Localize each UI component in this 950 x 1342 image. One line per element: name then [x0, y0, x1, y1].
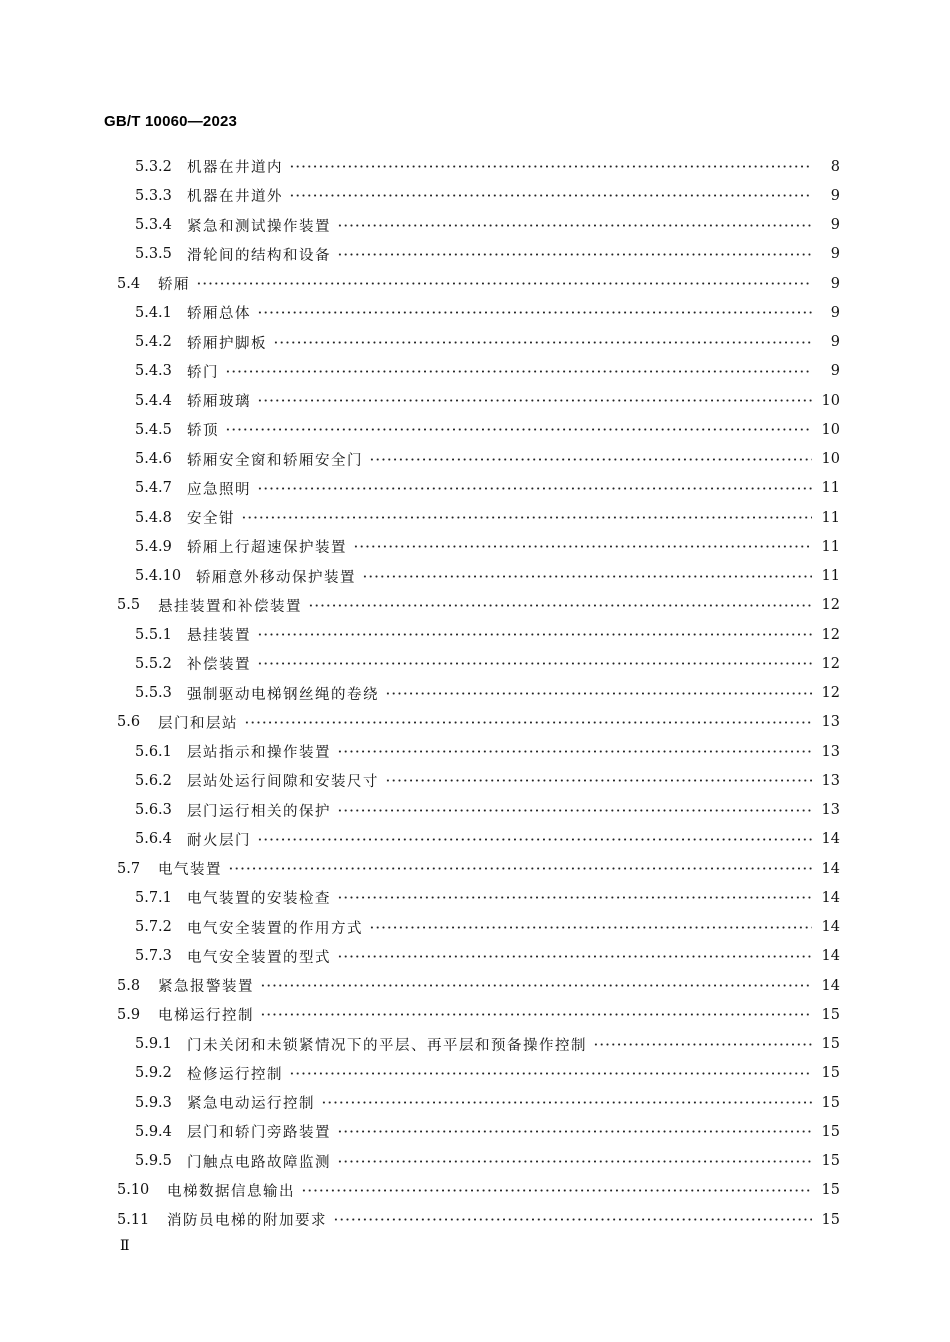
toc-dot-leader — [257, 649, 812, 678]
toc-dot-leader — [257, 620, 812, 649]
toc-entry-page: 10 — [821, 421, 840, 438]
toc-dot-leader — [337, 796, 812, 825]
toc-entry-number: 5.3.2 — [135, 158, 172, 175]
toc-dot-leader — [260, 1000, 812, 1029]
toc-entry[interactable] — [0, 240, 840, 269]
toc-entry-number: 5.8 — [117, 977, 141, 994]
toc-dot-leader — [228, 854, 812, 883]
toc-entry-title: 门触点电路故障监测 — [187, 1154, 331, 1171]
toc-entry-page: 9 — [830, 304, 840, 321]
toc-entry-number: 5.10 — [117, 1182, 150, 1199]
toc-entry[interactable] — [0, 357, 840, 386]
toc-entry-title: 轿厢 — [158, 277, 190, 293]
toc-dot-leader — [353, 532, 812, 561]
toc-entry[interactable] — [0, 181, 840, 210]
toc-entry[interactable] — [0, 415, 840, 444]
toc-dot-leader — [257, 386, 812, 415]
toc-entry-page: 14 — [821, 889, 840, 906]
toc-entry[interactable] — [0, 269, 840, 298]
toc-dot-leader — [301, 1176, 812, 1205]
toc-dot-leader — [289, 152, 812, 181]
toc-dot-leader — [385, 679, 812, 708]
toc-entry-page: 15 — [821, 1036, 840, 1052]
toc-entry-title: 滑轮间的结构和设备 — [187, 247, 331, 264]
toc-entry-number: 5.9.1 — [135, 1036, 172, 1052]
toc-entry-title: 轿门 — [187, 364, 219, 381]
toc-entry[interactable] — [0, 854, 840, 883]
toc-entry-number: 5.4.1 — [135, 304, 172, 321]
toc-entry-title: 检修运行控制 — [187, 1066, 283, 1083]
toc-entry-number: 5.11 — [117, 1211, 150, 1228]
toc-dot-leader — [273, 328, 812, 357]
toc-entry[interactable] — [0, 532, 840, 561]
toc-entry-number: 5.4.3 — [135, 363, 172, 380]
toc-entry-page: 14 — [821, 919, 840, 935]
toc-entry-number: 5.6.4 — [135, 831, 172, 848]
toc-entry[interactable] — [0, 913, 840, 942]
toc-entry-number: 5.9.5 — [135, 1153, 172, 1169]
toc-entry-number: 5.7.2 — [135, 919, 172, 935]
toc-entry[interactable] — [0, 708, 840, 737]
toc-entry-title: 电梯运行控制 — [158, 1008, 254, 1025]
toc-dot-leader — [369, 445, 812, 474]
toc-entry-page: 9 — [830, 363, 840, 380]
toc-entry[interactable] — [0, 883, 840, 912]
toc-entry-number: 5.5 — [117, 597, 141, 614]
toc-dot-leader — [369, 913, 812, 942]
toc-entry-page: 9 — [830, 334, 840, 350]
toc-dot-leader — [257, 474, 812, 503]
toc-entry-number: 5.5.2 — [135, 655, 172, 672]
toc-entry-page: 11 — [821, 568, 840, 584]
toc-entry-page: 12 — [821, 685, 840, 701]
toc-entry-page: 14 — [821, 977, 840, 994]
toc-entry-title: 轿顶 — [187, 423, 219, 440]
toc-entry-number: 5.5.3 — [135, 685, 172, 701]
toc-entry-page: 10 — [821, 451, 840, 467]
toc-entry-title: 紧急电动运行控制 — [187, 1096, 315, 1112]
toc-entry-number: 5.6 — [117, 714, 141, 731]
toc-entry-page: 15 — [821, 1211, 840, 1228]
toc-entry-number: 5.6.3 — [135, 802, 172, 818]
toc-entry-page: 13 — [821, 743, 840, 760]
toc-entry-title: 门未关闭和未锁紧情况下的平层、再平层和预备操作控制 — [187, 1037, 587, 1054]
toc-dot-leader — [333, 1205, 812, 1234]
toc-entry[interactable] — [0, 766, 840, 795]
toc-entry-page: 9 — [830, 275, 840, 292]
toc-dot-leader — [593, 1030, 812, 1059]
toc-entry-number: 5.4.4 — [135, 392, 172, 409]
toc-dot-leader — [257, 825, 812, 854]
toc-entry-page: 14 — [821, 831, 840, 848]
toc-entry-number: 5.4.7 — [135, 480, 172, 497]
toc-entry[interactable] — [0, 591, 840, 620]
toc-entry-page: 14 — [821, 860, 840, 877]
toc-entry-number: 5.7.1 — [135, 889, 172, 906]
toc-entry-page: 14 — [821, 948, 840, 965]
toc-entry[interactable] — [0, 328, 840, 357]
toc-dot-leader — [225, 415, 812, 444]
toc-entry[interactable] — [0, 796, 840, 825]
toc-entry-title: 紧急报警装置 — [158, 979, 254, 995]
toc-entry-number: 5.7.3 — [135, 948, 172, 965]
toc-entry-page: 15 — [821, 1006, 840, 1023]
toc-entry[interactable] — [0, 445, 840, 474]
toc-entry[interactable] — [0, 1176, 840, 1205]
toc-entry[interactable] — [0, 152, 840, 181]
toc-entry-page: 13 — [821, 802, 840, 818]
toc-entry[interactable] — [0, 679, 840, 708]
toc-entry-page: 9 — [830, 217, 840, 233]
toc-entry-title: 层站处运行间隙和安装尺寸 — [187, 774, 379, 791]
toc-dot-leader — [337, 240, 812, 269]
toc-dot-leader — [196, 269, 812, 298]
toc-entry-title: 机器在井道内 — [187, 160, 283, 176]
toc-entry-title: 层站指示和操作装置 — [187, 745, 331, 761]
toc-entry-title: 层门和层站 — [158, 715, 238, 732]
toc-entry-title: 应急照明 — [187, 481, 251, 498]
toc-dot-leader — [244, 708, 812, 737]
toc-entry-page: 11 — [821, 509, 840, 526]
toc-entry-title: 轿厢意外移动保护装置 — [196, 569, 356, 586]
toc-entry-number: 5.6.2 — [135, 772, 172, 789]
toc-entry[interactable] — [0, 562, 840, 591]
toc-entry-title: 层门运行相关的保护 — [187, 803, 331, 820]
toc-entry[interactable] — [0, 1000, 840, 1029]
toc-entry-number: 5.4.9 — [135, 538, 172, 555]
toc-entry[interactable] — [0, 298, 840, 327]
toc-entry-number: 5.3.5 — [135, 246, 172, 263]
toc-entry-title: 轿厢玻璃 — [187, 394, 251, 410]
toc-entry[interactable] — [0, 503, 840, 532]
toc-entry-page: 13 — [821, 772, 840, 789]
toc-dot-leader — [337, 942, 812, 971]
toc-entry-number: 5.9 — [117, 1006, 141, 1023]
toc-dot-leader — [337, 737, 812, 766]
toc-entry-page: 15 — [821, 1153, 840, 1169]
toc-dot-leader — [385, 766, 812, 795]
toc-entry-title: 电梯数据信息输出 — [167, 1183, 295, 1200]
toc-entry-number: 5.4.8 — [135, 509, 172, 526]
toc-entry-page: 13 — [821, 714, 840, 731]
toc-entry-title: 安全钳 — [187, 511, 235, 527]
toc-entry-title: 电气安全装置的作用方式 — [187, 920, 363, 937]
document-code-header: GB/T 10060—2023 — [104, 113, 238, 130]
toc-entry-title: 消防员电梯的附加要求 — [167, 1213, 327, 1229]
toc-entry-title: 补偿装置 — [187, 657, 251, 674]
toc-entry-title: 悬挂装置 — [187, 628, 251, 644]
toc-entry-number: 5.9.2 — [135, 1065, 172, 1082]
toc-entry-page: 15 — [821, 1094, 840, 1111]
toc-entry-page: 10 — [821, 392, 840, 409]
toc-entry-page: 9 — [830, 187, 840, 204]
toc-entry-title: 耐火层门 — [187, 832, 251, 849]
toc-dot-leader — [257, 298, 812, 327]
toc-entry[interactable] — [0, 1205, 840, 1234]
toc-entry-number: 5.4.6 — [135, 451, 172, 467]
toc-entry[interactable] — [0, 737, 840, 766]
toc-entry-page: 12 — [821, 626, 840, 643]
toc-dot-leader — [337, 883, 812, 912]
toc-entry-title: 悬挂装置和补偿装置 — [158, 598, 302, 615]
toc-entry-page: 11 — [821, 480, 840, 497]
toc-dot-leader — [260, 971, 812, 1000]
toc-entry[interactable] — [0, 971, 840, 1000]
toc-entry-page: 15 — [821, 1065, 840, 1082]
toc-entry-title: 电气装置的安装检查 — [187, 891, 331, 908]
toc-entry-number: 5.9.4 — [135, 1123, 172, 1140]
toc-entry[interactable] — [0, 211, 840, 240]
toc-entry-number: 5.4.5 — [135, 421, 172, 438]
toc-entry-title: 轿厢安全窗和轿厢安全门 — [187, 452, 363, 469]
toc-entry-number: 5.4.10 — [135, 568, 182, 584]
toc-entry-number: 5.5.1 — [135, 626, 172, 643]
toc-entry[interactable] — [0, 1088, 840, 1117]
toc-dot-leader — [289, 1059, 812, 1088]
toc-entry-page: 8 — [830, 158, 840, 175]
toc-entry-page: 15 — [821, 1182, 840, 1199]
toc-dot-leader — [337, 1117, 812, 1146]
toc-entry-title: 电气安全装置的型式 — [187, 949, 331, 966]
toc-entry[interactable] — [0, 1147, 840, 1176]
toc-entry[interactable] — [0, 825, 840, 854]
toc-entry-number: 5.3.3 — [135, 187, 172, 204]
toc-entry-page: 15 — [821, 1123, 840, 1140]
toc-entry-number: 5.4.2 — [135, 334, 172, 350]
toc-dot-leader — [241, 503, 812, 532]
toc-dot-leader — [337, 1147, 812, 1176]
toc-entry-number: 5.7 — [117, 860, 141, 877]
toc-entry-number: 5.9.3 — [135, 1094, 172, 1111]
toc-entry-title: 轿厢总体 — [187, 306, 251, 323]
toc-entry-number: 5.3.4 — [135, 217, 172, 233]
toc-entry[interactable] — [0, 386, 840, 415]
toc-dot-leader — [337, 211, 812, 240]
toc-entry-title: 强制驱动电梯钢丝绳的卷绕 — [187, 686, 379, 703]
toc-entry-title: 轿厢上行超速保护装置 — [187, 540, 347, 557]
toc-dot-leader — [308, 591, 812, 620]
toc-entry[interactable] — [0, 1117, 840, 1146]
toc-entry-title: 轿厢护脚板 — [187, 335, 267, 352]
toc-dot-leader — [362, 562, 812, 591]
toc-dot-leader — [225, 357, 812, 386]
toc-entry[interactable] — [0, 649, 840, 678]
toc-dot-leader — [289, 181, 812, 210]
toc-entry-title: 电气装置 — [158, 862, 222, 878]
toc-entry[interactable] — [0, 474, 840, 503]
toc-entry-page: 11 — [821, 538, 840, 555]
toc-dot-leader — [321, 1088, 812, 1117]
toc-entry[interactable] — [0, 1030, 840, 1059]
toc-entry-title: 机器在井道外 — [187, 189, 283, 206]
toc-entry[interactable] — [0, 620, 840, 649]
toc-entry[interactable] — [0, 942, 840, 971]
toc-entry-title: 层门和轿门旁路装置 — [187, 1125, 331, 1142]
toc-entry[interactable] — [0, 1059, 840, 1088]
page-number: Ⅱ — [120, 1238, 130, 1254]
toc-entry-number: 5.6.1 — [135, 743, 172, 760]
toc-entry-title: 紧急和测试操作装置 — [187, 218, 331, 235]
toc-entry-page: 9 — [830, 246, 840, 263]
toc-entry-page: 12 — [821, 655, 840, 672]
toc-entry-number: 5.4 — [117, 275, 141, 292]
toc-entry-page: 12 — [821, 597, 840, 614]
